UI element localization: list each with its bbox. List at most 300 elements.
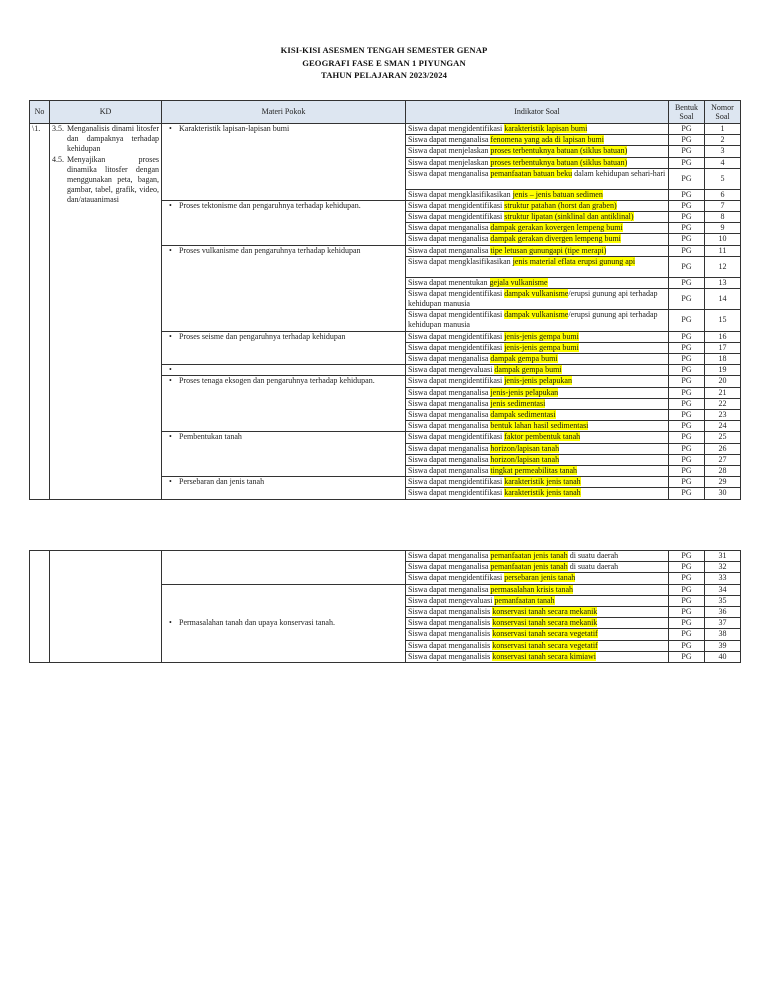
bentuk-soal: PG [681, 618, 692, 628]
table-row [30, 124, 741, 135]
bullet-icon: • [169, 124, 172, 133]
indikator-highlight: gejala vulkanisme [489, 277, 548, 287]
indikator-cell [406, 551, 669, 562]
nomor-soal: 4 [720, 157, 725, 167]
bentuk-soal: PG [681, 562, 692, 572]
nomor-soal-cell [705, 223, 741, 234]
indikator-cell [406, 466, 669, 477]
bentuk-soal-cell [669, 640, 705, 651]
indikator-prefix: Siswa dapat menentukan [408, 277, 490, 287]
indikator-highlight: jenis-jenis pelapukan [504, 376, 572, 386]
bentuk-soal: PG [681, 245, 692, 255]
indikator-cell [406, 256, 669, 277]
indikator-prefix: Siswa dapat menganalisa [408, 466, 491, 476]
nomor-soal: 34 [718, 584, 727, 594]
nomor-soal-cell [705, 551, 741, 562]
nomor-soal-cell [705, 629, 741, 640]
indikator-highlight: pemanfaatan jenis tanah [490, 562, 568, 572]
header-indikator: Indikator Soal [406, 101, 669, 124]
indikator-prefix: Siswa dapat mengidentifikasi [408, 212, 505, 222]
indikator-suffix: di suatu daerah [567, 551, 619, 560]
materi-label: Proses vulkanisme dan pengaruhnya terhadap kehidupan [179, 245, 361, 255]
bentuk-soal-cell [669, 157, 705, 168]
nomor-soal-cell [705, 562, 741, 573]
indikator-cell [406, 342, 669, 353]
nomor-soal-cell [705, 607, 741, 618]
indikator-cell [406, 595, 669, 606]
header-nomor: Nomor Soal [705, 101, 741, 124]
nomor-soal-cell [705, 618, 741, 629]
kd-number: 3.5. [52, 124, 64, 133]
nomor-soal: 32 [718, 562, 727, 572]
indikator-prefix: Siswa dapat menjelaskan [408, 157, 491, 167]
nomor-soal-cell [705, 477, 741, 488]
nomor-soal: 37 [718, 618, 727, 628]
indikator-highlight: permasalahan krisis tanah [490, 584, 574, 594]
bentuk-soal-cell [669, 398, 705, 409]
kd-cell [50, 551, 162, 663]
nomor-soal-cell [705, 146, 741, 157]
bentuk-soal-cell [669, 562, 705, 573]
indikator-prefix: Siswa dapat mengidentifikasi [408, 331, 505, 341]
nomor-soal: 3 [720, 146, 725, 156]
nomor-soal: 30 [718, 488, 727, 498]
indikator-cell [406, 223, 669, 234]
nomor-soal-cell [705, 288, 741, 309]
indikator-prefix: Siswa dapat menganalisa [408, 387, 491, 397]
bentuk-soal: PG [681, 124, 692, 133]
bentuk-soal: PG [681, 640, 692, 650]
indikator-cell [406, 629, 669, 640]
header-kd: KD [50, 101, 162, 124]
nomor-soal: 11 [718, 245, 727, 255]
kd-text: Menyajikan proses dinamika litosfer dengan menggunakan peta, bagan, gambar, tabel, grafik, video, dan/atauanimasi [67, 154, 159, 205]
indikator-prefix: Siswa dapat menganalisa [408, 398, 491, 408]
bentuk-soal: PG [681, 398, 692, 408]
materi-cell [162, 376, 406, 432]
nomor-soal-cell [705, 212, 741, 223]
nomor-soal: 21 [718, 387, 727, 397]
indikator-prefix: Siswa dapat mengidentifikasi [408, 488, 505, 498]
indikator-highlight: konservasi tanah secara mekanik [492, 607, 598, 617]
bentuk-soal-cell [669, 551, 705, 562]
row-number: \1. [32, 124, 41, 133]
bentuk-soal-cell [669, 277, 705, 288]
indikator-highlight: dampak gempa bumi [490, 354, 558, 364]
indikator-prefix: Siswa dapat mengevaluasi [408, 595, 495, 605]
nomor-soal: 35 [718, 595, 727, 605]
indikator-highlight: jenis – jenis batuan sedimen [512, 189, 603, 199]
indikator-highlight: dampak vulkanisme [504, 288, 569, 298]
nomor-soal-cell [705, 640, 741, 651]
indikator-cell [406, 234, 669, 245]
nomor-soal: 22 [718, 398, 727, 408]
nomor-soal-cell [705, 342, 741, 353]
bentuk-soal-cell [669, 607, 705, 618]
indikator-cell [406, 331, 669, 342]
materi-cell [162, 245, 406, 331]
nomor-soal: 8 [720, 212, 725, 222]
indikator-highlight: pemanfaatan jenis tanah [490, 551, 568, 560]
bentuk-soal: PG [681, 443, 692, 453]
indikator-prefix: Siswa dapat mengidentifikasi [408, 200, 505, 210]
indikator-highlight: proses terbentuknya batuan (siklus batuan) [490, 157, 628, 167]
indikator-highlight: konservasi tanah secara vegetatif [492, 629, 598, 639]
bentuk-soal: PG [681, 595, 692, 605]
bentuk-soal-cell [669, 288, 705, 309]
nomor-soal: 15 [718, 315, 727, 325]
indikator-cell [406, 157, 669, 168]
materi-cell [162, 551, 406, 585]
nomor-soal: 12 [718, 261, 727, 271]
indikator-prefix: Siswa dapat mengidentifikasi [408, 342, 505, 352]
indikator-prefix: Siswa dapat menganalisa [408, 168, 491, 178]
bullet-icon: • [169, 477, 172, 487]
nomor-soal-cell [705, 410, 741, 421]
nomor-soal-cell [705, 256, 741, 277]
indikator-highlight: jenis material eflata erupsi gunung api [512, 256, 636, 266]
kd-number: 4.5. [52, 154, 64, 164]
bentuk-soal: PG [681, 315, 692, 325]
indikator-highlight: jenis-jenis gempa bumi [504, 331, 579, 341]
nomor-soal: 26 [718, 443, 727, 453]
indikator-highlight: persebaran jenis tanah [504, 573, 576, 583]
nomor-soal-cell [705, 135, 741, 146]
bentuk-soal-cell [669, 477, 705, 488]
indikator-cell [406, 288, 669, 309]
nomor-soal: 31 [718, 551, 727, 560]
header-bentuk: Bentuk Soal [669, 101, 705, 124]
table-row [30, 551, 741, 562]
bentuk-soal-cell [669, 354, 705, 365]
nomor-soal: 10 [718, 234, 727, 244]
indikator-cell [406, 443, 669, 454]
nomor-soal: 24 [718, 421, 727, 431]
kd-cell [50, 124, 162, 500]
bullet-icon: • [169, 618, 172, 628]
row-number-cell [30, 124, 50, 500]
bentuk-soal: PG [681, 200, 692, 210]
indikator-prefix: Siswa dapat menganalisa [408, 562, 491, 572]
bentuk-soal-cell [669, 168, 705, 189]
bentuk-soal-cell [669, 234, 705, 245]
bentuk-soal-cell [669, 466, 705, 477]
nomor-soal: 18 [718, 354, 727, 364]
nomor-soal-cell [705, 354, 741, 365]
nomor-soal: 2 [720, 135, 725, 145]
materi-label: Persebaran dan jenis tanah [179, 477, 265, 487]
indikator-cell [406, 454, 669, 465]
nomor-soal: 19 [718, 365, 727, 375]
materi-cell [162, 124, 406, 201]
indikator-prefix: Siswa dapat menganalisa [408, 354, 491, 364]
header-materi: Materi Pokok [162, 101, 406, 124]
indikator-cell [406, 651, 669, 662]
nomor-soal-cell [705, 245, 741, 256]
bentuk-soal: PG [681, 212, 692, 222]
indikator-prefix: Siswa dapat mengidentifikasi [408, 477, 505, 487]
bentuk-soal-cell [669, 488, 705, 499]
bentuk-soal: PG [681, 223, 692, 233]
nomor-soal: 9 [720, 223, 725, 233]
bentuk-soal: PG [681, 573, 692, 583]
indikator-prefix: Siswa dapat menganalisa [408, 245, 491, 255]
indikator-prefix: Siswa dapat menganalisa [408, 223, 491, 233]
nomor-soal: 13 [718, 277, 727, 287]
bentuk-soal-cell [669, 629, 705, 640]
nomor-soal: 14 [718, 293, 727, 303]
bentuk-soal-cell [669, 135, 705, 146]
indikator-highlight: dampak gerakan kovergen lempeng bumi [490, 223, 623, 233]
indikator-cell [406, 146, 669, 157]
bentuk-soal-cell [669, 146, 705, 157]
materi-cell [162, 331, 406, 365]
indikator-highlight: fenomena yang ada di lapisan bumi [490, 135, 604, 145]
indikator-prefix: Siswa dapat mengidentifikasi [408, 432, 505, 442]
bentuk-soal-cell [669, 595, 705, 606]
indikator-prefix: Siswa dapat menganalisis [408, 651, 493, 661]
nomor-soal-cell [705, 454, 741, 465]
indikator-prefix: Siswa dapat menganalisa [408, 421, 491, 431]
bentuk-soal-cell [669, 432, 705, 443]
indikator-highlight: konservasi tanah secara vegetatif [492, 640, 598, 650]
nomor-soal-cell [705, 573, 741, 584]
indikator-prefix: Siswa dapat mengklasifikasikan [408, 256, 513, 266]
bentuk-soal: PG [681, 135, 692, 145]
bentuk-soal: PG [681, 293, 692, 303]
indikator-cell [406, 640, 669, 651]
bentuk-soal-cell [669, 421, 705, 432]
indikator-prefix: Siswa dapat mengidentifikasi [408, 288, 505, 298]
indikator-cell [406, 562, 669, 573]
indikator-highlight: jenis-jenis pelapukan [490, 387, 559, 397]
indikator-highlight: dampak gerakan divergen lempeng bumi [490, 234, 621, 244]
nomor-soal-cell [705, 651, 741, 662]
indikator-prefix: Siswa dapat menganalisa [408, 551, 491, 560]
bentuk-soal: PG [681, 261, 692, 271]
materi-label: Karakteristik lapisan-lapisan bumi [179, 124, 290, 133]
kisi-table-2 [29, 550, 741, 663]
bullet-icon: • [169, 245, 172, 255]
indikator-cell [406, 421, 669, 432]
materi-cell [162, 200, 406, 245]
indikator-prefix: Siswa dapat menganalisa [408, 410, 491, 420]
indikator-prefix: Siswa dapat mengidentifikasi [408, 124, 505, 133]
bentuk-soal: PG [681, 607, 692, 617]
bentuk-soal-cell [669, 454, 705, 465]
materi-label: Proses seisme dan pengaruhnya terhadap kehidupan [179, 331, 346, 341]
nomor-soal-cell [705, 398, 741, 409]
bullet-icon: • [169, 331, 172, 341]
indikator-highlight: horizon/lapisan tanah [490, 454, 560, 464]
nomor-soal-cell [705, 488, 741, 499]
nomor-soal-cell [705, 200, 741, 211]
indikator-prefix: Siswa dapat menganalisis [408, 618, 493, 628]
indikator-prefix: Siswa dapat mengidentifikasi [408, 376, 505, 386]
nomor-soal-cell [705, 124, 741, 135]
materi-label: Proses tektonisme dan pengaruhnya terhadap kehidupan. [179, 200, 361, 210]
materi-label: Permasalahan tanah dan upaya konservasi tanah. [179, 618, 335, 628]
bullet-icon: • [169, 432, 172, 442]
nomor-soal: 36 [718, 607, 727, 617]
bentuk-soal: PG [681, 277, 692, 287]
title-line-1: KISI-KISI ASESMEN TENGAH SEMESTER GENAP [280, 45, 488, 55]
nomor-soal-cell [705, 376, 741, 387]
bentuk-soal-cell [669, 618, 705, 629]
nomor-soal: 17 [718, 342, 727, 352]
nomor-soal: 23 [718, 410, 727, 420]
nomor-soal-cell [705, 595, 741, 606]
nomor-soal: 1 [720, 124, 725, 133]
indikator-highlight: pemanfaatan batuan beku [490, 168, 573, 178]
nomor-soal: 6 [720, 189, 725, 199]
bentuk-soal: PG [681, 354, 692, 364]
indikator-highlight: bentuk lahan hasil sedimentasi [490, 421, 589, 431]
indikator-cell [406, 573, 669, 584]
indikator-prefix: Siswa dapat menganalisa [408, 454, 491, 464]
indikator-prefix: Siswa dapat menjelaskan [408, 146, 491, 156]
bentuk-soal: PG [681, 410, 692, 420]
indikator-highlight: struktur lipatan (sinklinal dan antiklinal) [504, 212, 634, 222]
nomor-soal-cell [705, 234, 741, 245]
indikator-highlight: dampak sedimentasi [490, 410, 556, 420]
nomor-soal-cell [705, 168, 741, 189]
indikator-cell [406, 607, 669, 618]
nomor-soal-cell [705, 331, 741, 342]
bullet-icon: • [169, 200, 172, 210]
bentuk-soal-cell [669, 573, 705, 584]
bentuk-soal: PG [681, 331, 692, 341]
indikator-cell [406, 477, 669, 488]
bentuk-soal-cell [669, 200, 705, 211]
bentuk-soal: PG [681, 651, 692, 661]
bentuk-soal: PG [681, 376, 692, 386]
indikator-cell [406, 618, 669, 629]
bentuk-soal: PG [681, 387, 692, 397]
bentuk-soal: PG [681, 454, 692, 464]
bentuk-soal: PG [681, 157, 692, 167]
indikator-highlight: dampak gempa bumi [494, 365, 562, 375]
indikator-suffix: di suatu daerah [567, 562, 619, 572]
indikator-prefix: Siswa dapat menganalisa [408, 234, 491, 244]
bentuk-soal-cell [669, 342, 705, 353]
bentuk-soal: PG [681, 234, 692, 244]
bentuk-soal-cell [669, 376, 705, 387]
document-title [0, 44, 768, 82]
indikator-prefix: Siswa dapat menganalisis [408, 640, 493, 650]
bentuk-soal-cell [669, 651, 705, 662]
kisi-table-1 [29, 100, 741, 500]
indikator-prefix: Siswa dapat menganalisis [408, 629, 493, 639]
bentuk-soal: PG [681, 146, 692, 156]
indikator-highlight: faktor pembentuk tanah [504, 432, 581, 442]
nomor-soal-cell [705, 277, 741, 288]
indikator-cell [406, 135, 669, 146]
nomor-soal: 40 [718, 651, 727, 661]
nomor-soal-cell [705, 466, 741, 477]
bentuk-soal: PG [681, 584, 692, 594]
nomor-soal: 38 [718, 629, 727, 639]
indikator-prefix: Siswa dapat menganalisis [408, 607, 493, 617]
nomor-soal: 39 [718, 640, 727, 650]
indikator-prefix: Siswa dapat mengidentifikasi [408, 310, 505, 320]
indikator-highlight: pemanfaatan tanah [494, 595, 555, 605]
indikator-cell [406, 124, 669, 135]
bentuk-soal-cell [669, 256, 705, 277]
bullet-icon: • [169, 376, 172, 386]
indikator-cell [406, 410, 669, 421]
materi-cell [162, 365, 406, 376]
bentuk-soal-cell [669, 189, 705, 200]
indikator-highlight: konservasi tanah secara mekanik [492, 618, 598, 628]
nomor-soal: 33 [718, 573, 727, 583]
bentuk-soal-cell [669, 443, 705, 454]
indikator-prefix: Siswa dapat menganalisa [408, 584, 491, 594]
title-line-2: GEOGRAFI FASE E SMAN 1 PIYUNGAN [302, 57, 466, 68]
indikator-highlight: karakteristik lapisan bumi [504, 124, 588, 133]
indikator-prefix: Siswa dapat mengklasifikasikan [408, 189, 513, 199]
indikator-cell [406, 376, 669, 387]
indikator-highlight: tipe letusan gunungapi (tipe merapi) [490, 245, 607, 255]
bentuk-soal-cell [669, 212, 705, 223]
indikator-suffix: dalam kehidupan sehari-hari [572, 168, 666, 178]
indikator-cell [406, 310, 669, 331]
nomor-soal: 29 [718, 477, 727, 487]
indikator-cell [406, 277, 669, 288]
indikator-cell [406, 212, 669, 223]
indikator-prefix: Siswa dapat mengevaluasi [408, 365, 495, 375]
row-number-cell [30, 551, 50, 663]
bentuk-soal-cell [669, 245, 705, 256]
indikator-suffix: /erupsi gunung api terhadap kehidupan manusia [408, 288, 658, 309]
bentuk-soal: PG [681, 551, 692, 560]
nomor-soal-cell [705, 189, 741, 200]
materi-label: Proses tenaga eksogen dan pengaruhnya terhadap kehidupan. [179, 376, 375, 386]
indikator-prefix: Siswa dapat menganalisa [408, 443, 491, 453]
bentuk-soal: PG [681, 342, 692, 352]
indikator-cell [406, 365, 669, 376]
indikator-highlight: karakteristik jenis tanah [504, 488, 581, 498]
nomor-soal-cell [705, 421, 741, 432]
materi-label: Pembentukan tanah [179, 432, 242, 442]
materi-cell [162, 432, 406, 477]
nomor-soal-cell [705, 443, 741, 454]
indikator-cell [406, 488, 669, 499]
indikator-highlight: dampak vulkanisme [504, 310, 569, 320]
nomor-soal-cell [705, 365, 741, 376]
indikator-highlight: karakteristik jenis tanah [504, 477, 581, 487]
bentuk-soal: PG [681, 421, 692, 431]
indikator-highlight: horizon/lapisan tanah [490, 443, 560, 453]
nomor-soal: 7 [720, 200, 725, 210]
bentuk-soal: PG [681, 477, 692, 487]
indikator-cell [406, 584, 669, 595]
indikator-cell [406, 387, 669, 398]
kd-text: Menganalisis dinami litosfer dan dampaknya terhadap kehidupan [67, 124, 159, 154]
indikator-cell [406, 398, 669, 409]
indikator-highlight: tingkat permeabilitas tanah [490, 466, 578, 476]
bentuk-soal: PG [681, 173, 692, 183]
bentuk-soal-cell [669, 331, 705, 342]
indikator-highlight: proses terbentuknya batuan (siklus batuan) [490, 146, 628, 156]
nomor-soal: 5 [720, 173, 725, 183]
bentuk-soal: PG [681, 629, 692, 639]
materi-cell [162, 584, 406, 662]
indikator-cell [406, 245, 669, 256]
nomor-soal: 25 [718, 432, 727, 442]
nomor-soal-cell [705, 584, 741, 595]
materi-cell [162, 477, 406, 499]
